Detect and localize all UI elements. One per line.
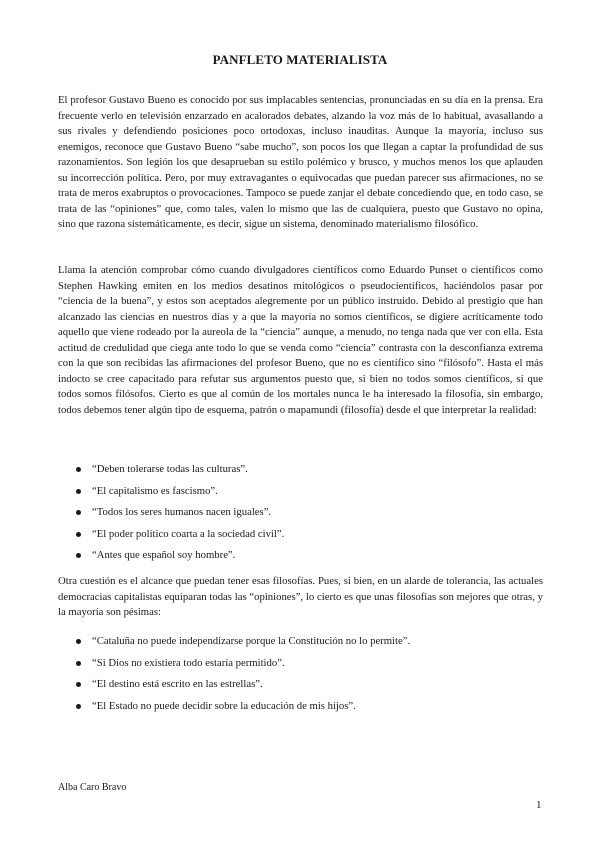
bullet-icon bbox=[76, 489, 81, 494]
bullet-icon bbox=[76, 704, 81, 709]
list-item bbox=[58, 505, 543, 527]
list-item bbox=[58, 548, 543, 570]
list-item-text: “Deben tolerarse todas las culturas”. bbox=[92, 463, 248, 475]
list-item bbox=[58, 527, 543, 549]
bullet-icon bbox=[76, 661, 81, 666]
paragraph-intro: El profesor Gustavo Bueno es conocido por sus implacables sentencias, pronunciadas en su día en la prensa. Era frecuente verlo en televisión enzarzado en acalorados debates, alzando la voz más de lo habitual, avasallando a sus rivales y defendiendo posiciones poco ortodoxas, incluso inauditas. Aunque la mayoría, incluso sus enemigos, reconoce que Gustavo Bueno “sabe mucho”, son pocos los que llegan a captar la profundidad de sus razonamientos. Son legión los que desaprueban su estilo polémico y brusco, y muchos menos los que aplauden su incorrección política. Pero, por muy extravagantes o equivocadas que puedan parecer sus afirmaciones, no se trata de meros exabruptos o provocaciones. Tampoco se puede zanjar el debate concediendo que, en todo caso, se trata de las “opiniones” que, como tales, valen lo mismo que las de cualquiera, puesto que Gustavo no opina, sino que razona sistemáticamente, es decir, sigue un sistema, denominado materialismo filosófico. bbox=[58, 94, 543, 230]
list-item-text: “El poder político coarta a la sociedad civil”. bbox=[92, 527, 285, 540]
list-item-text: “Cataluña no puede independizarse porque la Constitución no lo permite”. bbox=[92, 635, 411, 647]
bullet-icon bbox=[76, 510, 81, 515]
list-item-text: “El destino está escrito en las estrellas”. bbox=[92, 678, 263, 690]
bullet-icon bbox=[76, 467, 81, 472]
paragraph-science: Llama la atención comprobar cómo cuando divulgadores científicos como Eduardo Punset o científicos como Stephen Hawking emiten en los medios desatinos mitológicos o pseudocientíficos, haciéndolos pasar por “ciencia de la buena”, y estos son aceptados alegremente por un público instruido. Debido al prestigio que han alcanzado las ciencias en nuestros días y a que la mayoría no somos científicos, se digiere acríticamente todo aquello que viene rodeado por la aureola de la “ciencia” aunque, a menudo, no tenga nada que ver con ella. Esta actitud de credulidad que ciega ante todo lo que se venda como “ciencia” contrasta con la desconfianza extrema con la que son recibidas las afirmaciones del profesor Bueno, que no es científico sino “filósofo”. Hasta el más indocto se cree capacitado para refutar sus argumentos puesto que, si bien no todos somos científicos, sí que todos somos filósofos. Cierto es que al común de los mortales nunca le ha interesado la filosofía, sin embargo, todos debemos tener algún tipo de esquema, patrón o mapamundi (filosofía) desde el que interpretar la realidad: bbox=[58, 264, 543, 416]
paragraph-tolerance: Otra cuestión es el alcance que puedan tener esas filosofías. Pues, si bien, en un alarde de tolerancia, las actuales democracias capitalistas equiparan todas las “opiniones”, lo cierto es que unas filosofías son mejores que otras, y la mayoría son pésimas: bbox=[58, 575, 543, 618]
list-item-text: “Antes que español soy hombre”. bbox=[92, 549, 236, 561]
list-item-text: “El capitalismo es fascismo”. bbox=[92, 484, 218, 497]
bullet-list-bad-philosophies bbox=[58, 634, 543, 720]
list-item bbox=[58, 634, 543, 656]
list-item-text: “El Estado no puede decidir sobre la educación de mis hijos”. bbox=[92, 699, 356, 712]
bullet-icon bbox=[76, 639, 81, 644]
author-name: Alba Caro Bravo bbox=[58, 782, 127, 793]
page-title: PANFLETO MATERIALISTA bbox=[212, 52, 388, 67]
bullet-icon bbox=[76, 553, 81, 558]
list-item bbox=[58, 699, 543, 721]
page-number: 1 bbox=[536, 799, 542, 811]
list-item-text: “Todos los seres humanos nacen iguales”. bbox=[92, 506, 272, 518]
list-item bbox=[58, 677, 543, 699]
list-item bbox=[58, 656, 543, 678]
bullet-list-philosophies bbox=[58, 462, 543, 570]
list-item bbox=[58, 462, 543, 484]
list-item bbox=[58, 484, 543, 506]
list-item-text: “Si Dios no existiera todo estaría permitido”. bbox=[92, 656, 285, 669]
bullet-icon bbox=[76, 682, 81, 687]
bullet-icon bbox=[76, 532, 81, 537]
